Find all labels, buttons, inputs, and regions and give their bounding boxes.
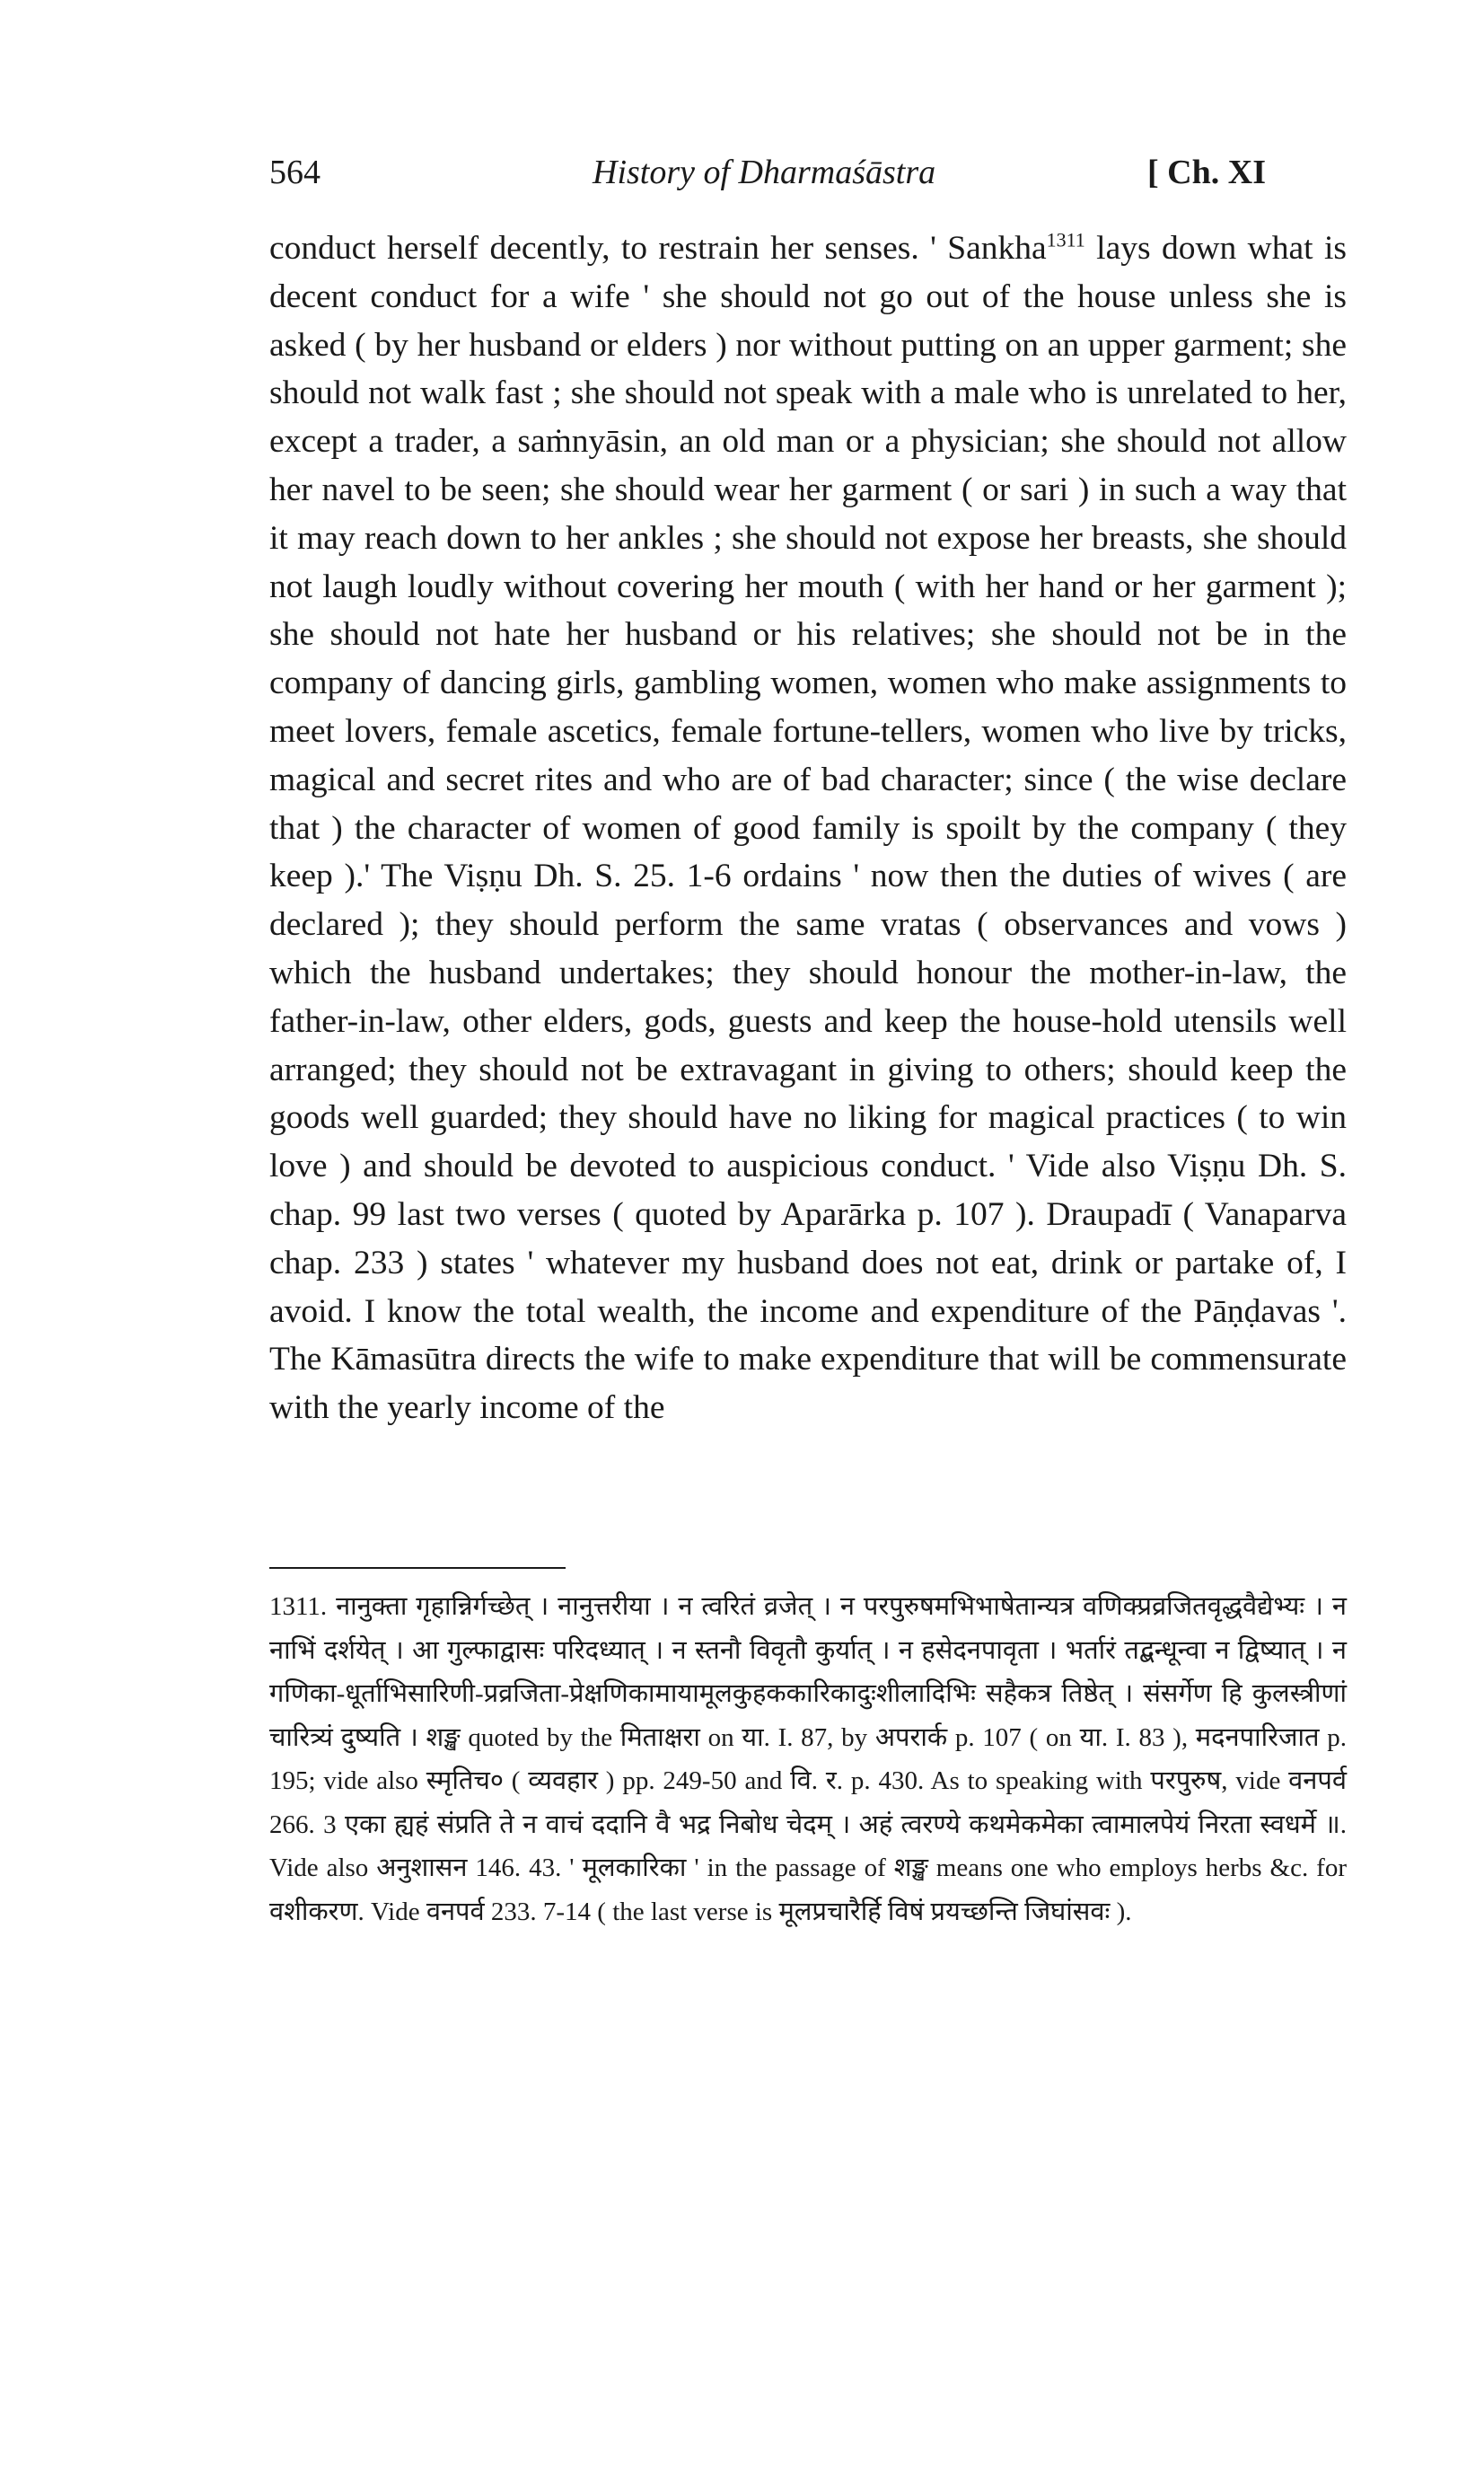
main-paragraph [269, 225, 1347, 1432]
paragraph-text-part1: conduct herself decently, to restrain her senses. ' Sankha [269, 230, 1047, 267]
footnote [269, 1585, 1347, 1933]
footnote-text: नानुक्ता गृहान्निर्गच्छेत् । नानुत्तरीया । न त्वरितं व्रजेत् । न परपुरुषमभिभाषेतान्यत्र वणिक्प्रव्रजितवृद्धवैद्येभ्यः । न नाभिं दर्शयेत् । आ गुल्फाद्वासः परिदध्यात् । न स्तनौ विवृतौ कुर्यात् । न हसेदनपावृता । भर्तारं तद्बन्धून्वा न द्विष्यात् । न गणिका-धूर्ताभिसारिणी-प्रव्रजिता-प्रेक्षणिकामायामूलकुहककारिकादुःशीलादिभिः सहैकत्र तिष्ठेत् । संसर्गेण हि कुलस्त्रीणां चारित्र्यं दुष्यति । शङ्ख quoted by the मिताक्षरा on या. I. 87, by अपरार्क p. 107 ( on या. I. 83 ), मदनपारिजात p. 195; vide also स्मृतिच० ( व्यवहार ) pp. 249-50 and वि. र. p. 430. As to speaking with परपुरुष, vide वनपर्व 266. 3 एका ह्यहं संप्रति ते न वाचं ददानि वै भद्र निबोध चेदम् । अहं त्वरण्ये कथमेकमेका त्वामालपेयं निरता स्वधर्मे ॥. Vide also अनुशासन 146. 43. ' मूलकारिका ' in the passage of शङ्ख means one who employs herbs &c. for वशीकरण. Vide वनपर्व 233. 7-14 ( the last verse is मूलप्रचारैर्हि विषं प्रयच्छन्ति जिघांसवः ). [269, 1592, 1347, 1926]
footnote-reference: 1311 [1046, 228, 1085, 251]
running-title: History of Dharmaśāstra [593, 154, 936, 191]
page-number: 564 [269, 154, 321, 191]
chapter-label: [ Ch. XI [1147, 154, 1266, 191]
paragraph-text-part2: lays down what is decent conduct for a wife ' she should not go out of the house unless she is asked ( by her husband or elders ) nor without putting on an upper garment; she should not walk fast ; she should not speak with a male who is unrelated to her, except a trader, a saṁnyāsin, an old man or a physician; she should not allow her navel to be seen; she should wear her garment ( or sari ) in such a way that it may reach down to her ankles ; she should not expose her breasts, she should not laugh loudly without covering her mouth ( with her hand or her garment ); she should not hate her husband or his relatives; she should not be in the company of dancing girls, gambling women, women who make assignments to meet lovers, female ascetics, female fortune-tellers, women who live by tricks, magical and secret rites and who are of bad character; since ( the wise declare that ) the character of women of good family is spoilt by the company ( they keep ).' The Viṣṇu Dh. S. 25. 1-6 ordains ' now then the duties of wives ( are declared ); they should perform the same vratas ( observances and vows ) which the husband undertakes; they should honour the mother-in-law, the father-in-law, other elders, gods, guests and keep the house-hold utensils well arranged; they should not be extravagant in giving to others; should keep the goods well guarded; they should have no liking for magical practices ( to win love ) and should be devoted to auspicious conduct. ' Vide also Viṣṇu Dh. S. chap. 99 last two verses ( quoted by Aparārka p. 107 ). Draupadī ( Vanaparva chap. 233 ) states ' whatever my husband does not eat, drink or partake of, I avoid. I know the total wealth, the income and expenditure of the Pāṇḍavas '. The Kāmasūtra directs the wife to make expenditure that will be commensurate with the yearly income of the [269, 230, 1347, 1427]
page-header [269, 153, 1266, 207]
footnote-number: 1311. [269, 1592, 328, 1621]
footnote-divider [269, 1567, 566, 1569]
